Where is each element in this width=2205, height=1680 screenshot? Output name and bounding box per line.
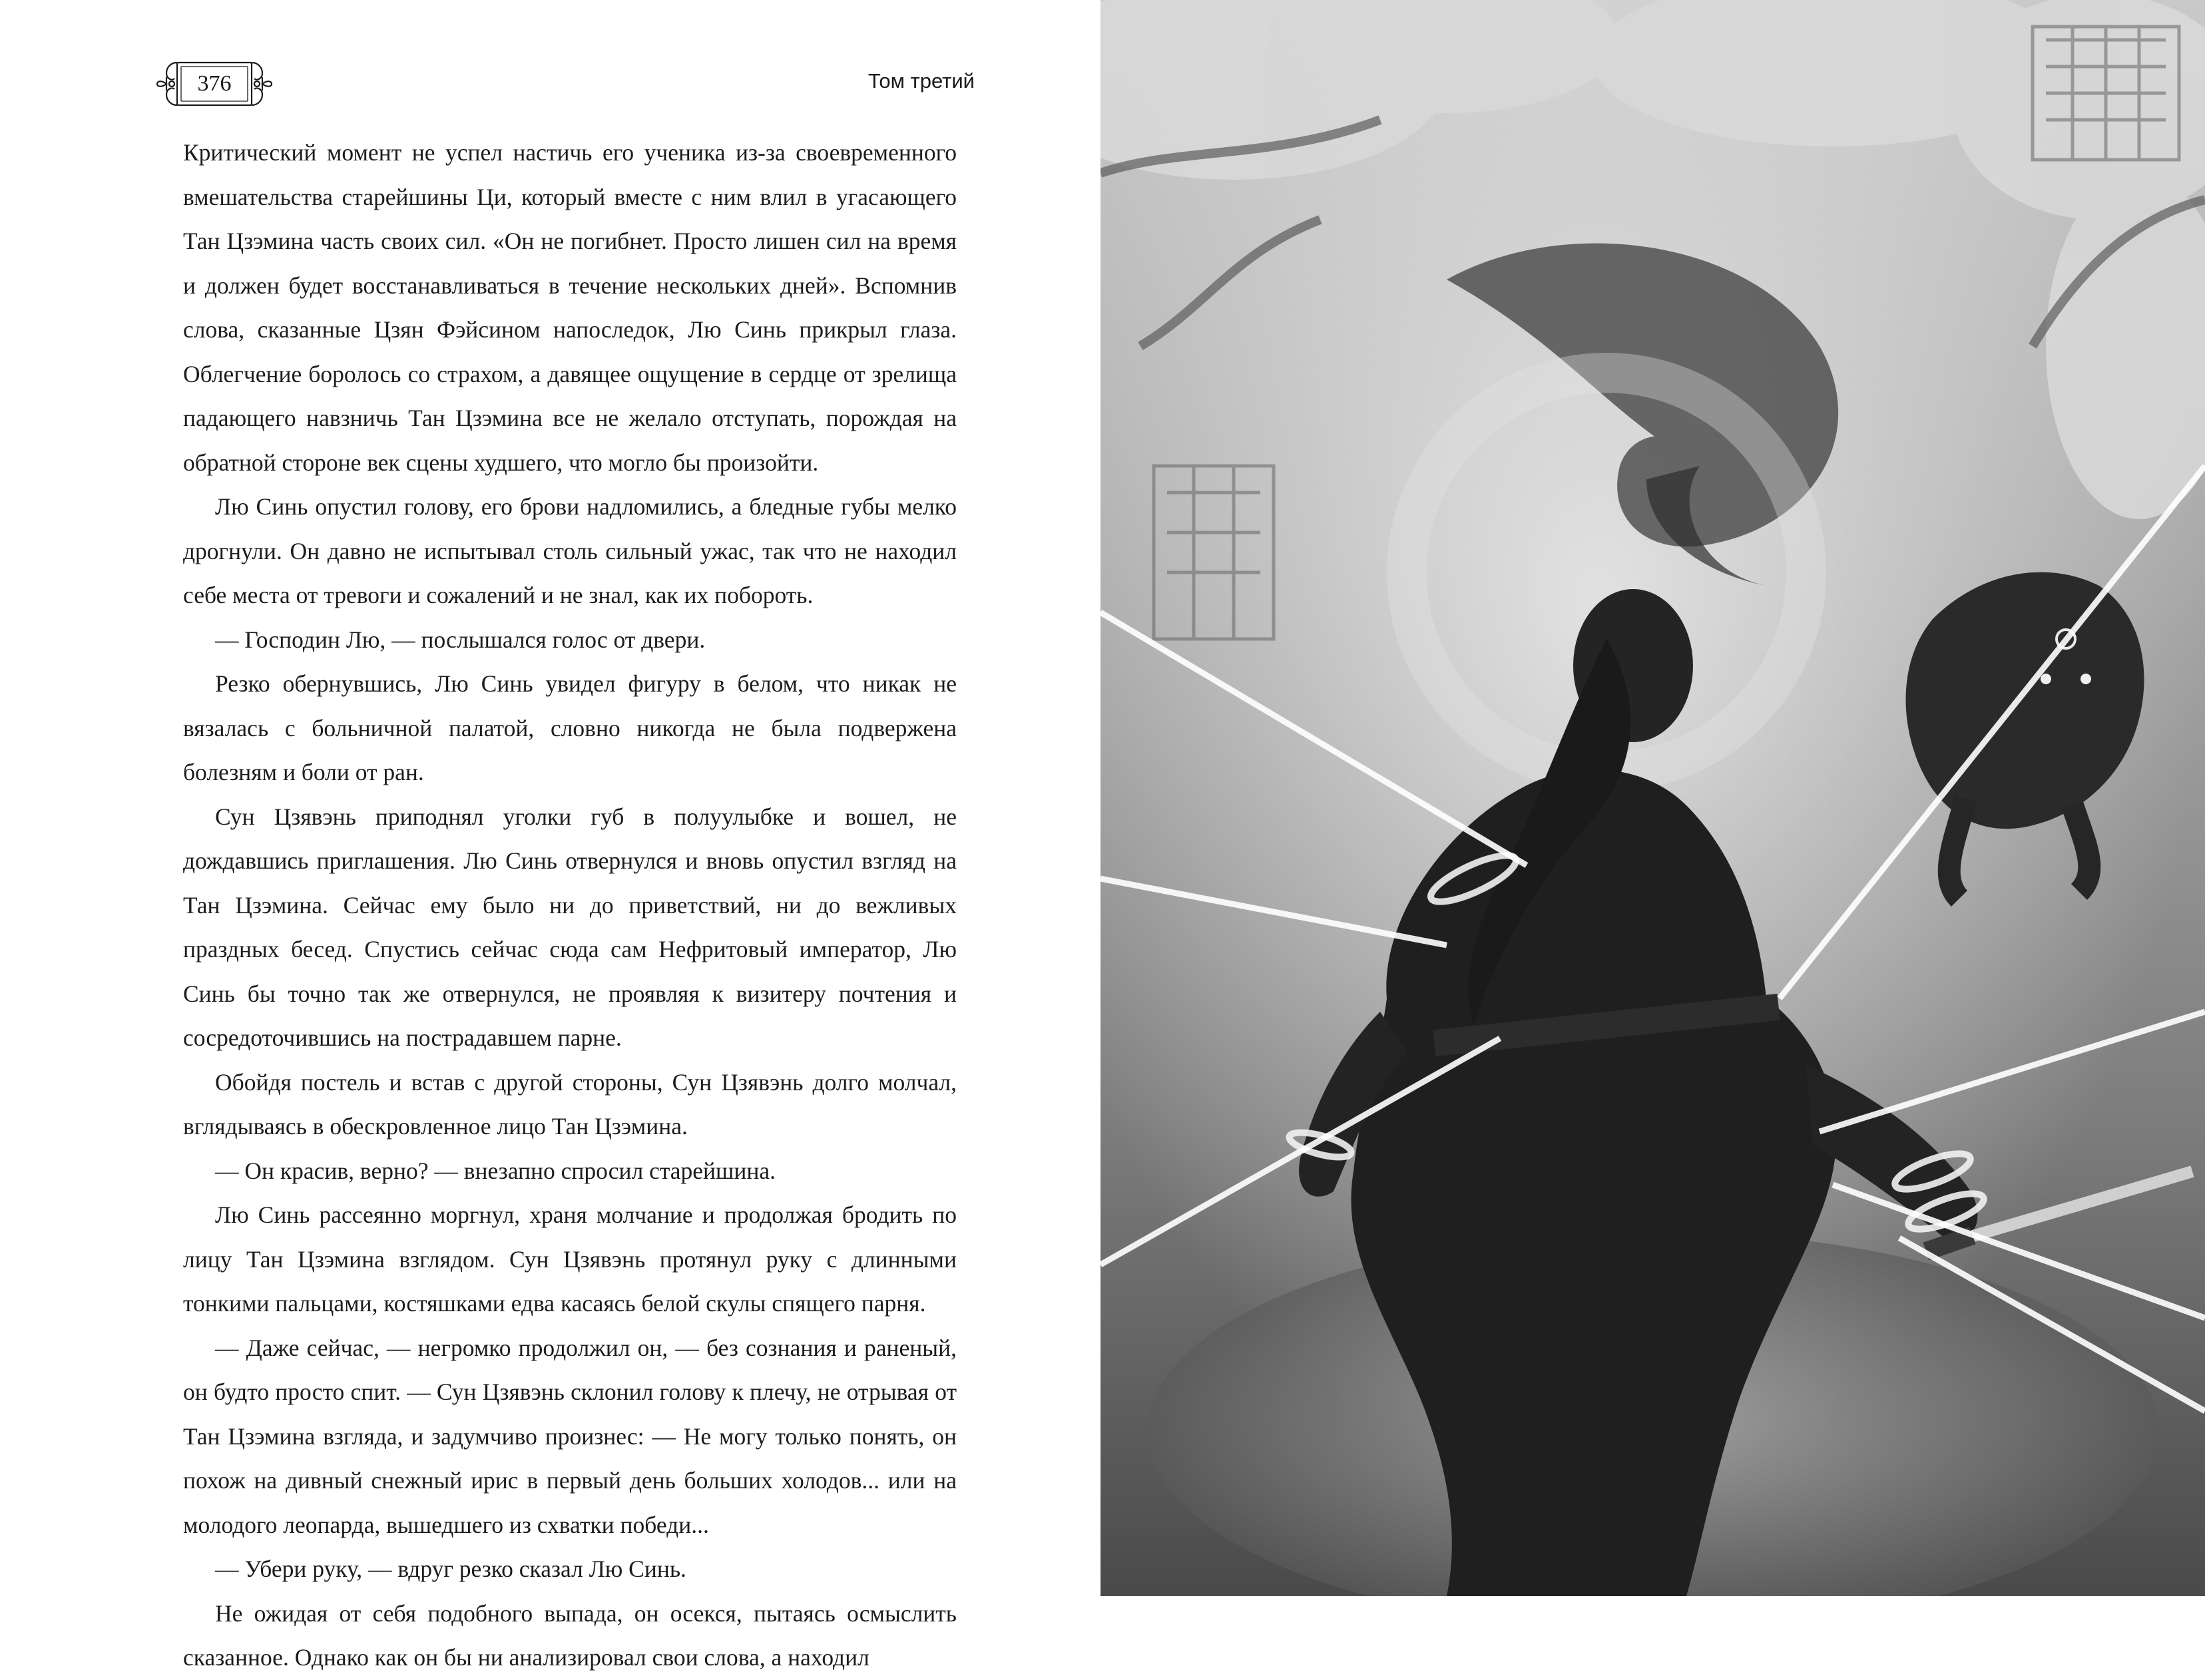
paragraph-1: Критический момент не успел настичь его ученика из-за своевременного вмешательства старейшины Ци, который вместе с ним влил в угасающего Тан Цзэмина часть своих сил. «Он не погибнет. Просто лишен сил на время и должен будет восстанавливаться в течение нескольких дней». Вспомнив слова, сказанные Цзян Фэйсином напоследок, Лю Синь прикрыл глаза. Облегчение боролось со страхом, а давящее ощущение в сердце от зрелища падающего навзничь Тан Цзэмина все не желало отступать, порождая на обратной стороне век сцены худшего, что могло бы произойти. [183, 139, 957, 476]
page-number: 376 [197, 71, 232, 96]
paragraph-4: Резко обернувшись, Лю Синь увидел фигуру в белом, что никак не вязалась с больничной палатой, словно никогда не была подвержена болезням и боли от ран. [183, 670, 957, 785]
paragraph-6: Обойдя постель и встав с другой стороны, Сун Цзявэнь долго молчал, вглядываясь в обескровленное лицо Тан Цзэмина. [183, 1068, 957, 1140]
page-number-frame [154, 52, 274, 116]
paragraph-2: Лю Синь опустил голову, его брови надломились, а бледные губы мелко дрогнули. Он давно не испытывал столь сильный ужас, так что не находил себе места от тревоги и сожалений и не знал, как их побороть. [183, 493, 957, 608]
text-page [0, 0, 1101, 1671]
paragraph-5: Сун Цзявэнь приподнял уголки губ в полуулыбке и вошел, не дождавшись приглашения. Лю Синь отвернулся и вновь опустил взгляд на Тан Цзэмина. Сейчас ему было ни до приветствий, ни до вежливых праздных бесед. Спустись сейчас сюда сам Нефритовый император, Лю Синь бы точно так же отвернулся, не проявляя к визитеру почтения и сосредоточившись на пострадавшем парне. [183, 803, 957, 1051]
paragraph-3: — Господин Лю, — послышался голос от двери. [215, 626, 706, 653]
paragraph-10: — Убери руку, — вдруг резко сказал Лю Синь. [215, 1556, 686, 1582]
illustration [1101, 0, 2205, 1596]
running-head: Том третий [867, 69, 975, 93]
paragraph-9: — Даже сейчас, — негромко продолжил он, — без сознания и раненый, он будто просто спит. — Сун Цзявэнь склонил голову к плечу, не отрывая от Тан Цзэмина взгляда, и задумчиво произнес: — Не могу только понять, он похож на дивный снежный ирис в первый день больших холодов... или на молодого леопарда, вышедшего из схватки победи... [183, 1334, 957, 1538]
body-text [183, 130, 957, 1680]
paragraph-7: — Он красив, верно? — внезапно спросил старейшина. [215, 1157, 776, 1184]
paragraph-8: Лю Синь рассеянно моргнул, храня молчание и продолжая бродить по лицу Тан Цзэмина взглядом. Сун Цзявэнь протянул руку с длинными тонкими пальцами, костяшками едва касаясь белой скулы спящего парня. [183, 1201, 957, 1317]
warrior-wolf-illustration [1101, 0, 2205, 1596]
wolf-eye [2041, 674, 2051, 684]
paragraph-11: Не ожидая от себя подобного выпада, он осекся, пытаясь осмыслить сказанное. Однако как он бы ни анализировал свои слова, а находил [183, 1599, 957, 1671]
page-header [154, 52, 975, 116]
